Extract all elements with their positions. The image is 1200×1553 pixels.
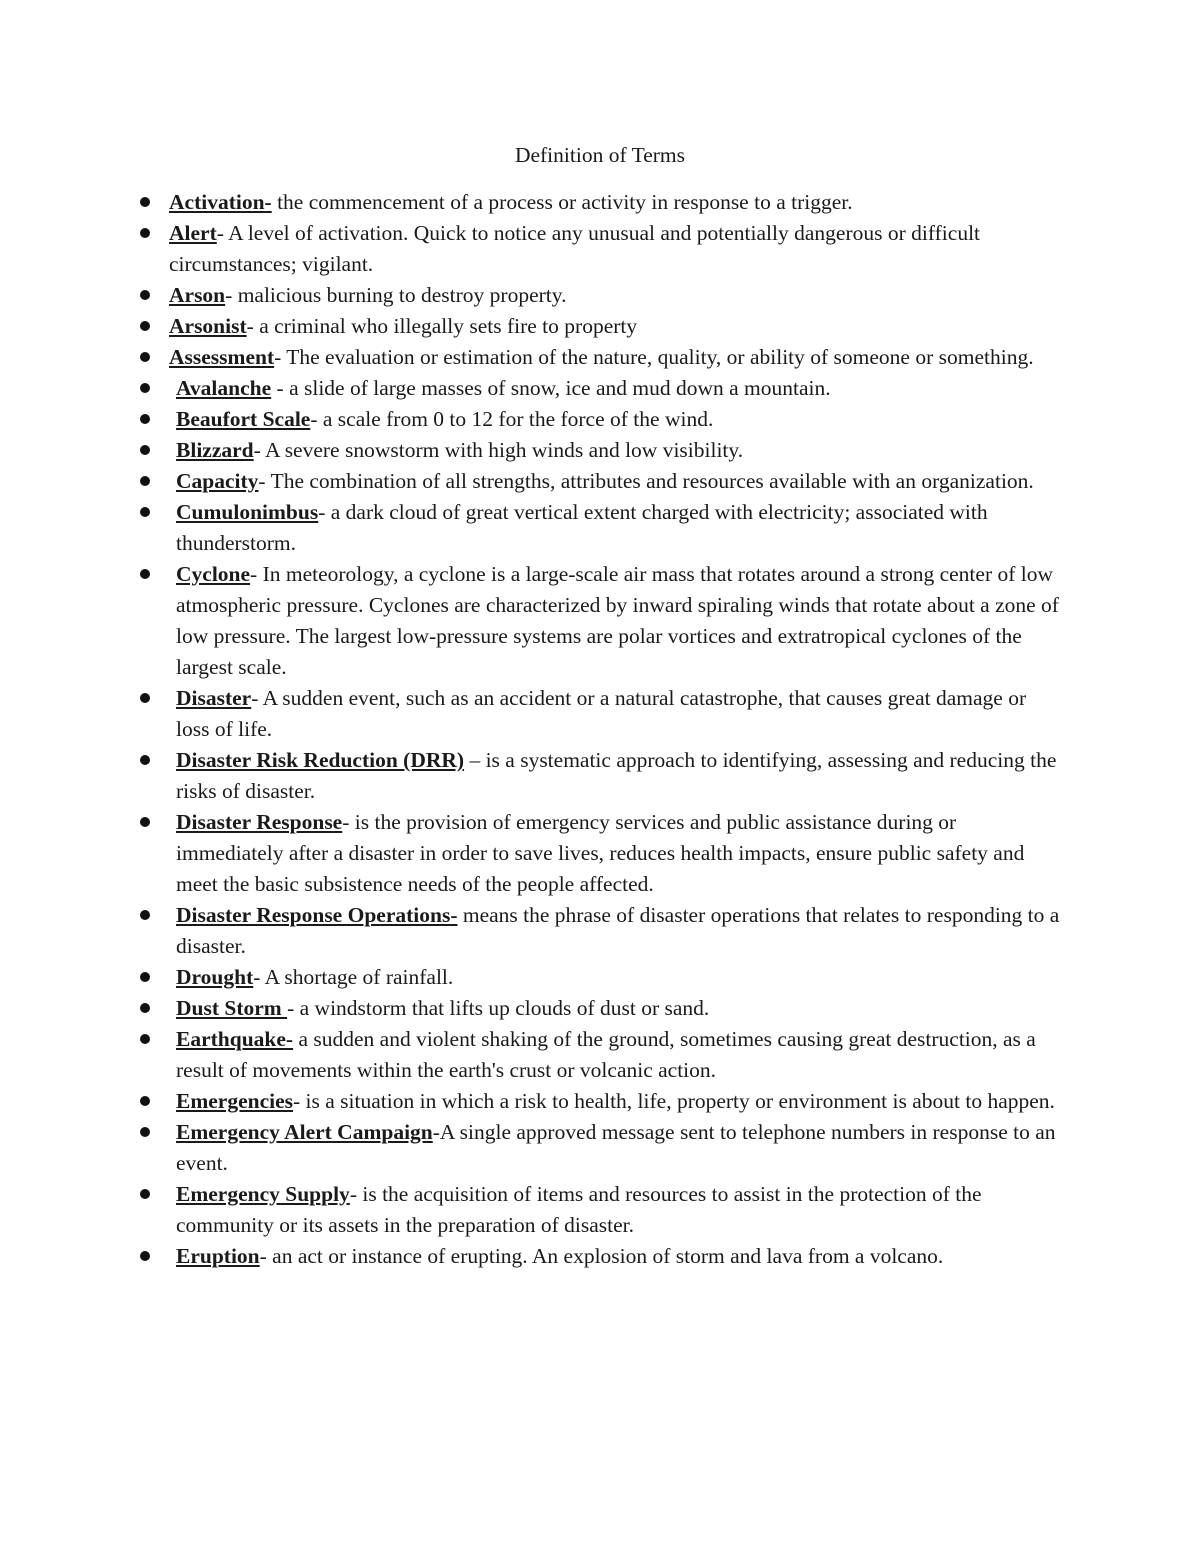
- term-name: Emergencies: [176, 1089, 294, 1113]
- bullet-icon: [140, 507, 150, 517]
- term-name: Alert: [169, 221, 217, 245]
- bullet-icon: [140, 352, 150, 362]
- term-name: Earthquake-: [176, 1027, 294, 1051]
- bullet-icon: [140, 414, 150, 424]
- list-item: [0, 466, 1200, 497]
- term-name: Disaster Risk Reduction (DRR): [176, 748, 465, 772]
- term-name: Arsonist: [169, 314, 247, 338]
- term-name: Eruption: [176, 1244, 260, 1268]
- list-item: [0, 497, 1200, 559]
- term-definition: - In meteorology, a cyclone is a large-scale air mass that rotates around a strong center of low atmospheric pressure. Cyclones are characterized by inward spiraling winds that rotate about a zone of low pressure. The largest low-pressure systems are polar vortices and extratropical cyclones of the largest scale.: [176, 562, 1059, 679]
- list-item: [0, 373, 1200, 404]
- term-definition: -A single approved message sent to telephone numbers in response to an event.: [176, 1120, 1056, 1175]
- term-definition: - a slide of large masses of snow, ice and mud down a mountain.: [271, 376, 831, 400]
- bullet-icon: [140, 1003, 150, 1013]
- term-definition: - A level of activation. Quick to notice any unusual and potentially dangerous or difficult circumstances; vigilant.: [169, 221, 981, 276]
- term-name: Emergency Alert Campaign: [176, 1120, 433, 1144]
- term-name: Activation-: [169, 190, 272, 214]
- bullet-icon: [140, 569, 150, 579]
- bullet-icon: [140, 910, 150, 920]
- bullet-icon: [140, 1096, 150, 1106]
- term-name: Disaster Response: [176, 810, 343, 834]
- term-definition: a sudden and violent shaking of the ground, sometimes causing great destruction, as a result of movements within the earth's crust or volcanic action.: [176, 1027, 1036, 1082]
- term-name: Arson: [169, 283, 226, 307]
- term-name: Avalanche: [176, 376, 272, 400]
- bullet-icon: [140, 476, 150, 486]
- list-item: [0, 559, 1200, 683]
- list-item: [0, 962, 1200, 993]
- list-item: [0, 1117, 1200, 1179]
- term-definition: means the phrase of disaster operations that relates to responding to a disaster.: [176, 903, 1060, 958]
- term-name: Drought: [176, 965, 254, 989]
- list-item: [0, 435, 1200, 466]
- bullet-icon: [140, 197, 150, 207]
- term-name: Assessment: [169, 345, 275, 369]
- list-item: [0, 280, 1200, 311]
- term-definition: - a scale from 0 to 12 for the force of the wind.: [310, 407, 714, 431]
- term-list: [0, 187, 1200, 1272]
- list-item: [0, 900, 1200, 962]
- term-name: Cyclone: [176, 562, 251, 586]
- bullet-icon: [140, 1251, 150, 1261]
- term-definition: - is a situation in which a risk to health, life, property or environment is about to happen.: [293, 1089, 1055, 1113]
- term-name: Disaster Response Operations-: [176, 903, 458, 927]
- term-name: Beaufort Scale: [176, 407, 311, 431]
- term-definition: the commencement of a process or activity in response to a trigger.: [271, 190, 853, 214]
- bullet-icon: [140, 1127, 150, 1137]
- term-definition: - The evaluation or estimation of the nature, quality, or ability of someone or something.: [274, 345, 1034, 369]
- term-definition: - The combination of all strengths, attributes and resources available with an organization.: [258, 469, 1034, 493]
- list-item: [0, 218, 1200, 280]
- term-name: Capacity: [176, 469, 259, 493]
- bullet-icon: [140, 1034, 150, 1044]
- term-definition: - an act or instance of erupting. An explosion of storm and lava from a volcano.: [259, 1244, 944, 1268]
- list-item: [0, 1241, 1200, 1272]
- term-definition: - A severe snowstorm with high winds and low visibility.: [253, 438, 744, 462]
- list-item: [0, 683, 1200, 745]
- term-definition: - a criminal who illegally sets fire to property: [246, 314, 638, 338]
- term-definition: - a windstorm that lifts up clouds of dust or sand.: [287, 996, 710, 1020]
- list-item: [0, 1179, 1200, 1241]
- term-name: Emergency Supply: [176, 1182, 350, 1206]
- term-name: Cumulonimbus: [176, 500, 319, 524]
- bullet-icon: [140, 321, 150, 331]
- bullet-icon: [140, 383, 150, 393]
- bullet-icon: [140, 755, 150, 765]
- page-title: Definition of Terms: [514, 143, 686, 167]
- list-item: [0, 745, 1200, 807]
- term-name: Dust Storm: [176, 996, 288, 1020]
- bullet-icon: [140, 445, 150, 455]
- bullet-icon: [140, 693, 150, 703]
- term-definition: - a dark cloud of great vertical extent charged with electricity; associated with thunderstorm.: [176, 500, 988, 555]
- term-definition: – is a systematic approach to identifying, assessing and reducing the risks of disaster.: [176, 748, 1057, 803]
- list-item: [0, 187, 1200, 218]
- bullet-icon: [140, 972, 150, 982]
- term-definition: - A sudden event, such as an accident or a natural catastrophe, that causes great damage or loss of life.: [176, 686, 1027, 741]
- term-name: Blizzard: [176, 438, 254, 462]
- bullet-icon: [140, 1189, 150, 1199]
- list-item: [0, 1086, 1200, 1117]
- bullet-icon: [140, 290, 150, 300]
- term-definition: - is the acquisition of items and resources to assist in the protection of the community or its assets in the preparation of disaster.: [176, 1182, 982, 1237]
- list-item: [0, 807, 1200, 900]
- term-definition: - malicious burning to destroy property.: [225, 283, 567, 307]
- term-name: Disaster: [176, 686, 252, 710]
- term-definition: - A shortage of rainfall.: [253, 965, 454, 989]
- list-item: [0, 1024, 1200, 1086]
- list-item: [0, 342, 1200, 373]
- bullet-icon: [140, 817, 150, 827]
- list-item: [0, 404, 1200, 435]
- bullet-icon: [140, 228, 150, 238]
- term-definition: - is the provision of emergency services and public assistance during or immediately after a disaster in order to save lives, reduces health impacts, ensure public safety and meet the basic subsistence needs of the people affected.: [176, 810, 1025, 896]
- list-item: [0, 311, 1200, 342]
- list-item: [0, 993, 1200, 1024]
